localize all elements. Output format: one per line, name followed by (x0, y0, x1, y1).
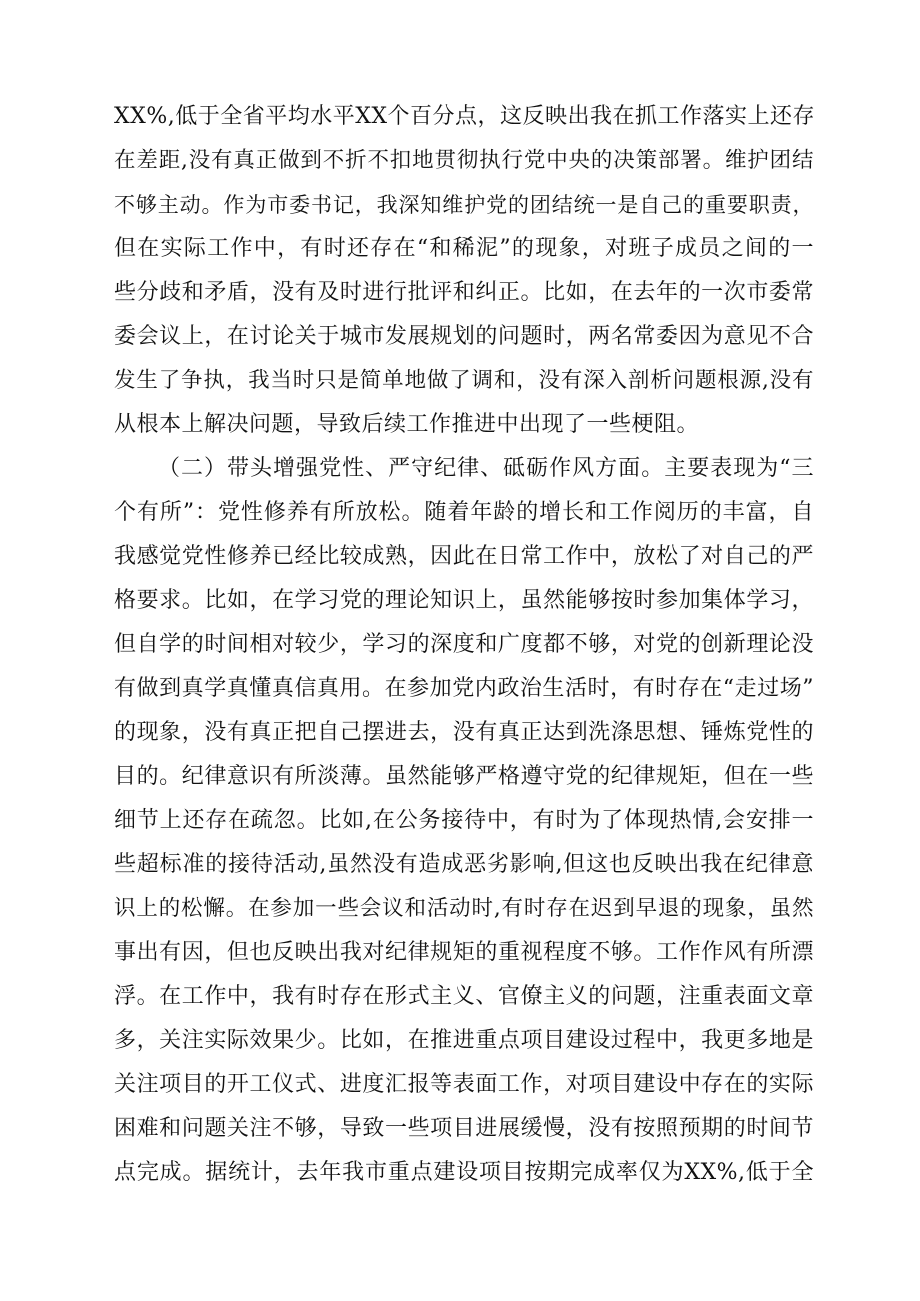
text-line: XX%,低于全省平均水平XX个百分点，这反映出我在抓工作落实上还存 (114, 104, 816, 129)
text-line: 我感觉党性修养已经比较成熟，因此在日常工作中，放松了对自己的严 (114, 544, 814, 569)
text-line: 识上的松懈。在参加一些会议和活动时,有时存在迟到早退的现象，虽然 (114, 896, 814, 921)
text-line: 格要求。比如，在学习党的理论知识上，虽然能够按时参加集体学习， (114, 588, 814, 613)
text-line: 但自学的时间相对较少，学习的深度和广度都不够，对党的创新理论没 (114, 632, 814, 657)
text-line: 多，关注实际效果少。比如，在推进重点项目建设过程中，我更多地是 (114, 1028, 814, 1053)
text-line: 困难和问题关注不够，导致一些项目进展缓慢，没有按照预期的时间节 (114, 1116, 814, 1141)
text-line: 从根本上解决问题，导致后续工作推进中出现了一些梗阻。 (114, 412, 700, 437)
text-line: 些超标准的接待活动,虽然没有造成恶劣影响,但这也反映出我在纪律意 (114, 852, 814, 877)
text-line: 有做到真学真懂真信真用。在参加党内政治生活时，有时存在“走过场” (114, 676, 814, 701)
text-line: 委会议上，在讨论关于城市发展规划的问题时，两名常委因为意见不合 (114, 324, 814, 349)
text-line: 不够主动。作为市委书记，我深知维护党的团结统一是自己的重要职责， (114, 193, 814, 217)
text-line: 些分歧和矛盾，没有及时进行批评和纠正。比如，在去年的一次市委常 (114, 280, 814, 305)
text-line: 关注项目的开工仪式、进度汇报等表面工作，对项目建设中存在的实际 (114, 1072, 814, 1097)
text-line: 的现象，没有真正把自己摆进去，没有真正达到洗涤思想、锤炼党性的 (114, 720, 814, 745)
section-heading-line: （二）带头增强党性、严守纪律、砥砺作风方面。主要表现为“三 (158, 456, 814, 481)
text-line: 发生了争执，我当时只是简单地做了调和，没有深入剖析问题根源,没有 (114, 368, 814, 393)
text-line: 在差距,没有真正做到不折不扣地贯彻执行党中央的决策部署。维护团结 (114, 148, 814, 173)
text-line: 个有所”：党性修养有所放松。随着年龄的增长和工作阅历的丰富，自 (114, 500, 814, 525)
text-line: 点完成。据统计，去年我市重点建设项目按期完成率仅为XX%,低于全 (114, 1160, 814, 1185)
text-line: 细节上还存在疏忽。比如,在公务接待中，有时为了体现热情,会安排一 (114, 808, 814, 833)
text-line: 事出有因，但也反映出我对纪律规矩的重视程度不够。工作作风有所漂 (114, 940, 814, 965)
text-line: 浮。在工作中，我有时存在形式主义、官僚主义的问题，注重表面文章 (114, 984, 814, 1009)
text-line: 但在实际工作中，有时还存在“和稀泥”的现象，对班子成员之间的一 (114, 236, 814, 261)
text-line: 目的。纪律意识有所淡薄。虽然能够严格遵守党的纪律规矩，但在一些 (114, 764, 814, 789)
